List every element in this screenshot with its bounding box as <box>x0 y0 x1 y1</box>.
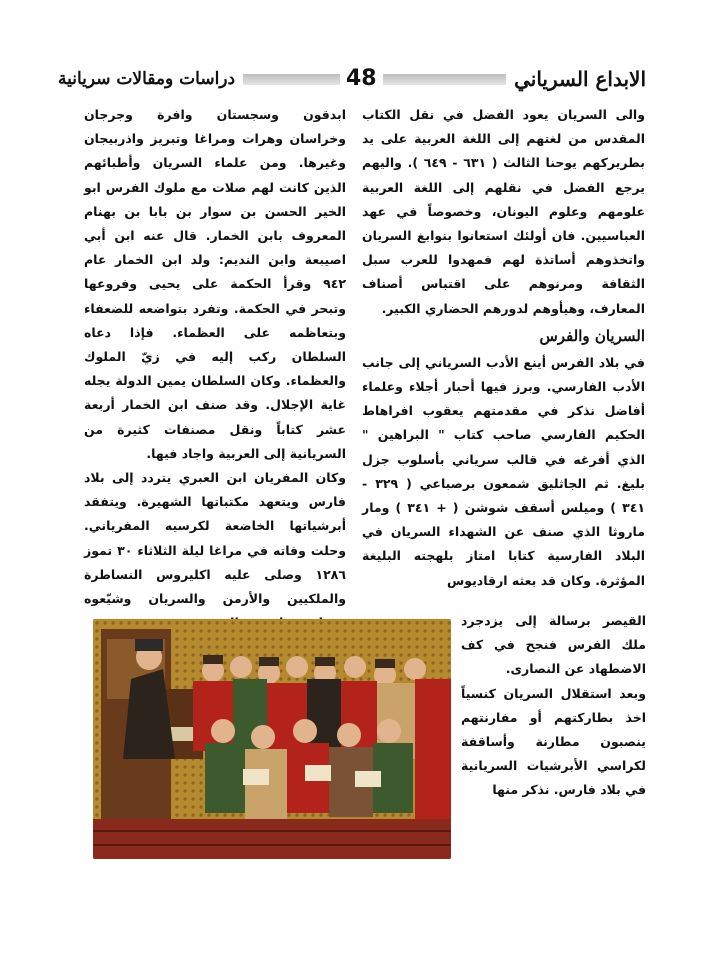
left-column <box>84 103 346 635</box>
section-heading: السريان والفرس <box>539 326 645 345</box>
paragraph: في بلاد الفرس أينع الأدب السرياني إلى جانب الأدب الفارسي. وبرز فيها أحبار أجلاء وعلماء أفاضل نذكر في مقدمتهم يعقوب افراهاط الحكيم الفارسي صاحب كتاب " البراهين " الذي أفرغه في قالب سرياني بأسلوب جزل بليغ. ثم الجاثليق شمعون برصباعي ( ٣٢٩ - ٣٤١ ) وميلس أسقف شوشن ( + ٣٤١ ) ومار ماروثا الذي صنف عن الشهداء السريان في البلاد الفارسية كتابا امتاز بلهجته البليغة المؤثرة. وكان قد بعثه ارقاديوس <box>362 354 645 588</box>
paragraph: وبعد استقلال السريان كنسياً اخذ بطاركتهم أو مفارنتهم ينصبون مطارنة وأساقفة لكراسي الأبرشيات السريانية في بلاد فارس. نذكر منها <box>461 685 646 798</box>
section-name: دراسات ومقالات سريانية <box>58 66 243 92</box>
page-number: 48 <box>340 64 383 94</box>
page-header <box>58 66 646 94</box>
right-column <box>362 103 645 593</box>
medieval-classroom-painting <box>93 619 451 859</box>
paragraph: ابدقون وسجستان وافرة وجرجان وخراسان وهرات ومراغا وتبريز واذربيجان وغيرها. ومن علماء السريان وأطبائهم الذين كانت لهم صلات مع ملوك الفرس ابو الخير الحسن بن سوار بن بابا بن بهنام المعروف بابن الخمار. قال عنه ابن أبي اصيبعة وابن النديم: ولد ابن الخمار عام ٩٤٢ وقرأ الحكمة على يحيى وفروعها وتبحر في الحكمة. وتفرد بتواضعه للضعفاء وبتعاظمه على العظماء. فإذا دعاه السلطان ركب إليه في زيّ الملوك والعظماء. وكان السلطان يمين الدولة يجله غاية الإجلال. وقد صنف ابن الخمار أربعة عشر كتاباً ونقل مصنفات كثيرة من السريانية إلى العربية واجاد فيها. <box>84 107 346 461</box>
paragraph: القيصر برسالة إلى يزدجرد ملك الفرس فنجح في كف الاضطهاد عن النصارى. <box>461 613 646 677</box>
paragraph: وكان المفريان ابن العبري يتردد إلى بلاد فارس ويتعهد مكتباتها الشهيرة. ويتفقد أبرشياتها الخاضعة لكرسيه المفرياني. وحلت وفاته في مراغا ليلة الثلاثاء ٣٠ تموز ١٢٨٦ وصلى عليه اكليروس النساطرة والملكيين والأرمن والسريان وشيّعوه <box>84 470 346 607</box>
paragraph: والى السريان يعود الفضل في نقل الكتاب المقدس من لغتهم إلى اللغة العربية على يد بطريركهم يوحنا الثالث ( ٦٣١ - ٦٤٩ ). واليهم يرجع الفضل في نقلهم إلى اللغة العربية علومهم وعلوم اليونان، وخصوصاً في عهد العباسيين. فان أولئك استعانوا بنوابغ السريان واتخذوهم أساتذة لهم فمهدوا للعرب سبل الثقافة ومرنوهم على اقتباس أصناف المعارف، وهيأوهم لدورهم الحضاري الكبير. <box>362 107 645 316</box>
running-title: الابداع السرياني <box>506 66 646 92</box>
narrow-column <box>461 609 646 803</box>
